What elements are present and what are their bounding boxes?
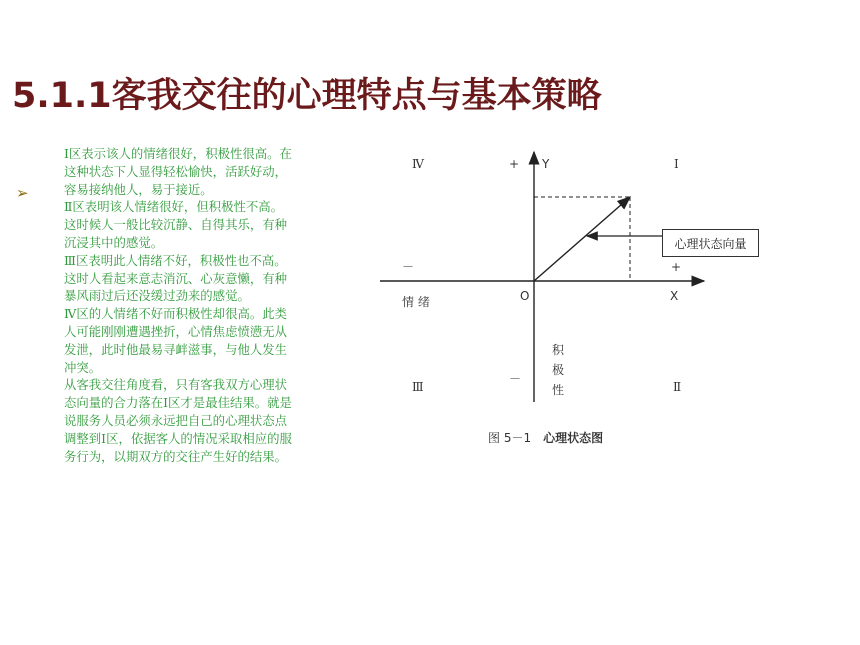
bullet-arrow-icon: ➢ — [16, 184, 29, 202]
y-axis-caption-activity — [552, 340, 564, 400]
y-caption-char-2: 极 — [552, 363, 565, 377]
quadrant-1-label: Ⅰ — [674, 157, 679, 171]
x-axis-label: X — [670, 289, 679, 303]
figure-caption — [488, 429, 603, 446]
diagram-graphics — [380, 140, 780, 460]
quadrant-3-label: Ⅲ — [412, 380, 424, 394]
state-vector-arrow — [534, 197, 630, 281]
y-caption-char-1: 积 — [552, 343, 565, 357]
page-title: 5.1.1客我交往的心理特点与基本策略 — [12, 76, 602, 116]
paragraph-quadrant-3: Ⅲ区表明此人情绪不好，积极性也不高。这时人看起来意志消沉、心灰意懒，有种暴风雨过后还没缓过劲来的感觉。 — [64, 252, 288, 304]
minus-left-label: － — [402, 260, 415, 274]
y-axis-label: Y — [542, 157, 550, 171]
body-text — [64, 145, 292, 465]
paragraph-quadrant-2: Ⅱ区表明该人情绪很好，但积极性不高。这时候人一般比较沉静、自得其乐，有种沉浸其中的感觉。 — [64, 199, 288, 250]
plus-right-label: + — [671, 260, 682, 274]
minus-bottom-label: － — [509, 372, 522, 386]
quadrant-2-label: Ⅱ — [673, 380, 682, 394]
caption-number: 图 5－1 — [488, 431, 532, 445]
paragraph-quadrant-4: Ⅳ区的人情绪不好而积极性却很高。此类人可能刚刚遭遇挫折，心情焦虑愤懑无从发泄，此时他最易寻衅滋事，与他人发生冲突。 — [64, 306, 288, 375]
vector-label-box: 心理状态向量 — [662, 229, 759, 257]
caption-title: 心理状态图 — [543, 431, 604, 445]
psychological-state-diagram — [380, 140, 780, 460]
quadrant-4-label: Ⅳ — [412, 157, 424, 171]
paragraph-conclusion: 从客我交往角度看，只有客我双方心理状态向量的合力落在Ⅰ区才是最佳结果。就是说服务人员必须永远把自己的心理状态点调整到Ⅰ区，依据客人的情况采取相应的服务行为，以期双方的交往产生好的结果。 — [64, 377, 292, 464]
y-caption-char-3: 性 — [552, 383, 565, 397]
x-axis-caption-emotion: 情 绪 — [402, 295, 430, 309]
origin-label: O — [520, 289, 530, 303]
plus-top-label: + — [509, 157, 520, 171]
paragraph-quadrant-1: Ⅰ区表示该人的情绪很好，积极性很高。在这种状态下人显得轻松愉快，活跃好动，容易接纳他人，易于接近。 — [64, 146, 292, 197]
